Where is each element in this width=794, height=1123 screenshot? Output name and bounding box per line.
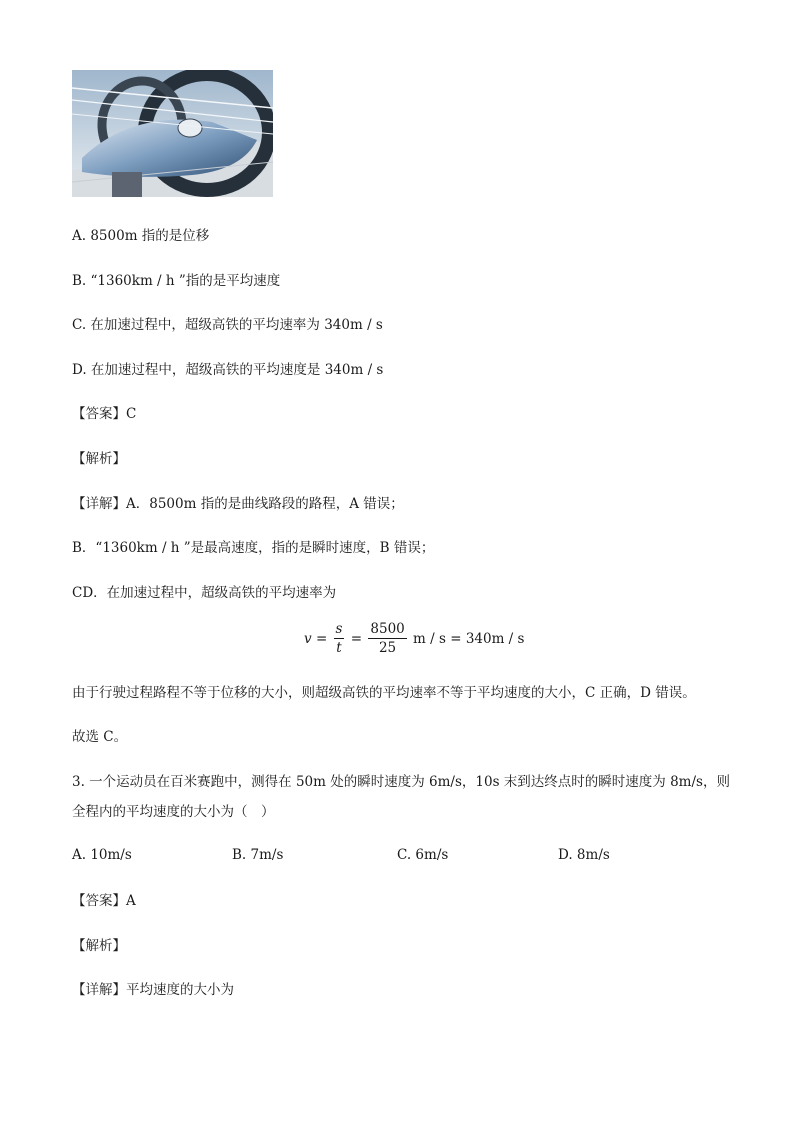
analysis-label <box>72 450 126 468</box>
analysis-label-text: 【解析】 <box>72 451 126 467</box>
option-d: D. 在加速过程中，超级高铁的平均速度是 340m / s <box>72 362 384 378</box>
q3-option-c: C. 6m/s <box>397 847 449 863</box>
q3-answer-label: 【答案】 <box>72 893 126 909</box>
option-c: C. 在加速过程中，超级高铁的平均速率为 340m / s <box>72 317 383 333</box>
question-3-stem-line-1: 3. 一个运动员在百米赛跑中，测得在 50m 处的瞬时速度为 6m/s，10s 末到达终点时的瞬时速度为 8m/s，则 <box>72 774 730 790</box>
q3-analysis-label <box>72 937 126 955</box>
answer-value: C <box>126 406 137 422</box>
average-rate-formula <box>304 620 524 664</box>
q3-option-a: A. 10m/s <box>72 847 132 863</box>
detail-cd-line: CD．在加速过程中，超级高铁的平均速率为 <box>72 585 337 601</box>
detail-b-line: B．“1360km / h ”是最高速度，指的是瞬时速度，B 错误； <box>72 540 435 556</box>
question-3-stem-line-2: 全程内的平均速度的大小为（ ） <box>72 804 275 820</box>
q3-detail-label: 【详解】 <box>72 982 126 998</box>
formula-frac2-den: 25 <box>378 640 397 656</box>
q3-analysis-label-text: 【解析】 <box>72 938 126 954</box>
formula-fraction-1 <box>334 620 345 657</box>
formula-fraction-2 <box>368 620 406 657</box>
q3-option-b: B. 7m/s <box>232 847 284 863</box>
formula-frac2-num: 8500 <box>370 621 405 637</box>
formula-lhs: v <box>304 630 312 647</box>
formula-unit: m / s <box>413 630 446 647</box>
detail-label: 【详解】 <box>72 496 126 512</box>
answer-label: 【答案】 <box>72 406 126 422</box>
option-a: A. 8500m 指的是位移 <box>72 228 210 244</box>
q3-answer-value: A <box>126 893 136 909</box>
q3-detail-text: 平均速度的大小为 <box>126 982 234 998</box>
hyperloop-illustration <box>72 70 273 197</box>
option-b: B. “1360km / h ”指的是平均速度 <box>72 273 281 289</box>
formula-frac1-den: t <box>336 640 342 656</box>
formula-equals-1: = <box>315 630 328 647</box>
detail-a-line <box>72 495 404 513</box>
detail-a-text: A．8500m 指的是曲线路段的路程，A 错误； <box>126 496 404 512</box>
q3-detail-line <box>72 981 234 999</box>
formula-result: = 340m / s <box>450 630 525 647</box>
choose-line: 故选 C。 <box>72 729 128 745</box>
hyperloop-train-image <box>72 70 273 197</box>
formula-frac1-num: s <box>335 621 343 637</box>
answer-line <box>72 405 136 423</box>
q3-option-d: D. 8m/s <box>558 847 610 863</box>
q3-answer-line <box>72 892 136 910</box>
formula-equals-2: = <box>350 630 363 647</box>
question-3-options <box>72 847 692 865</box>
conclusion-line: 由于行驶过程路程不等于位移的大小，则超级高铁的平均速率不等于平均速度的大小，C 正确，D 错误。 <box>72 685 696 701</box>
